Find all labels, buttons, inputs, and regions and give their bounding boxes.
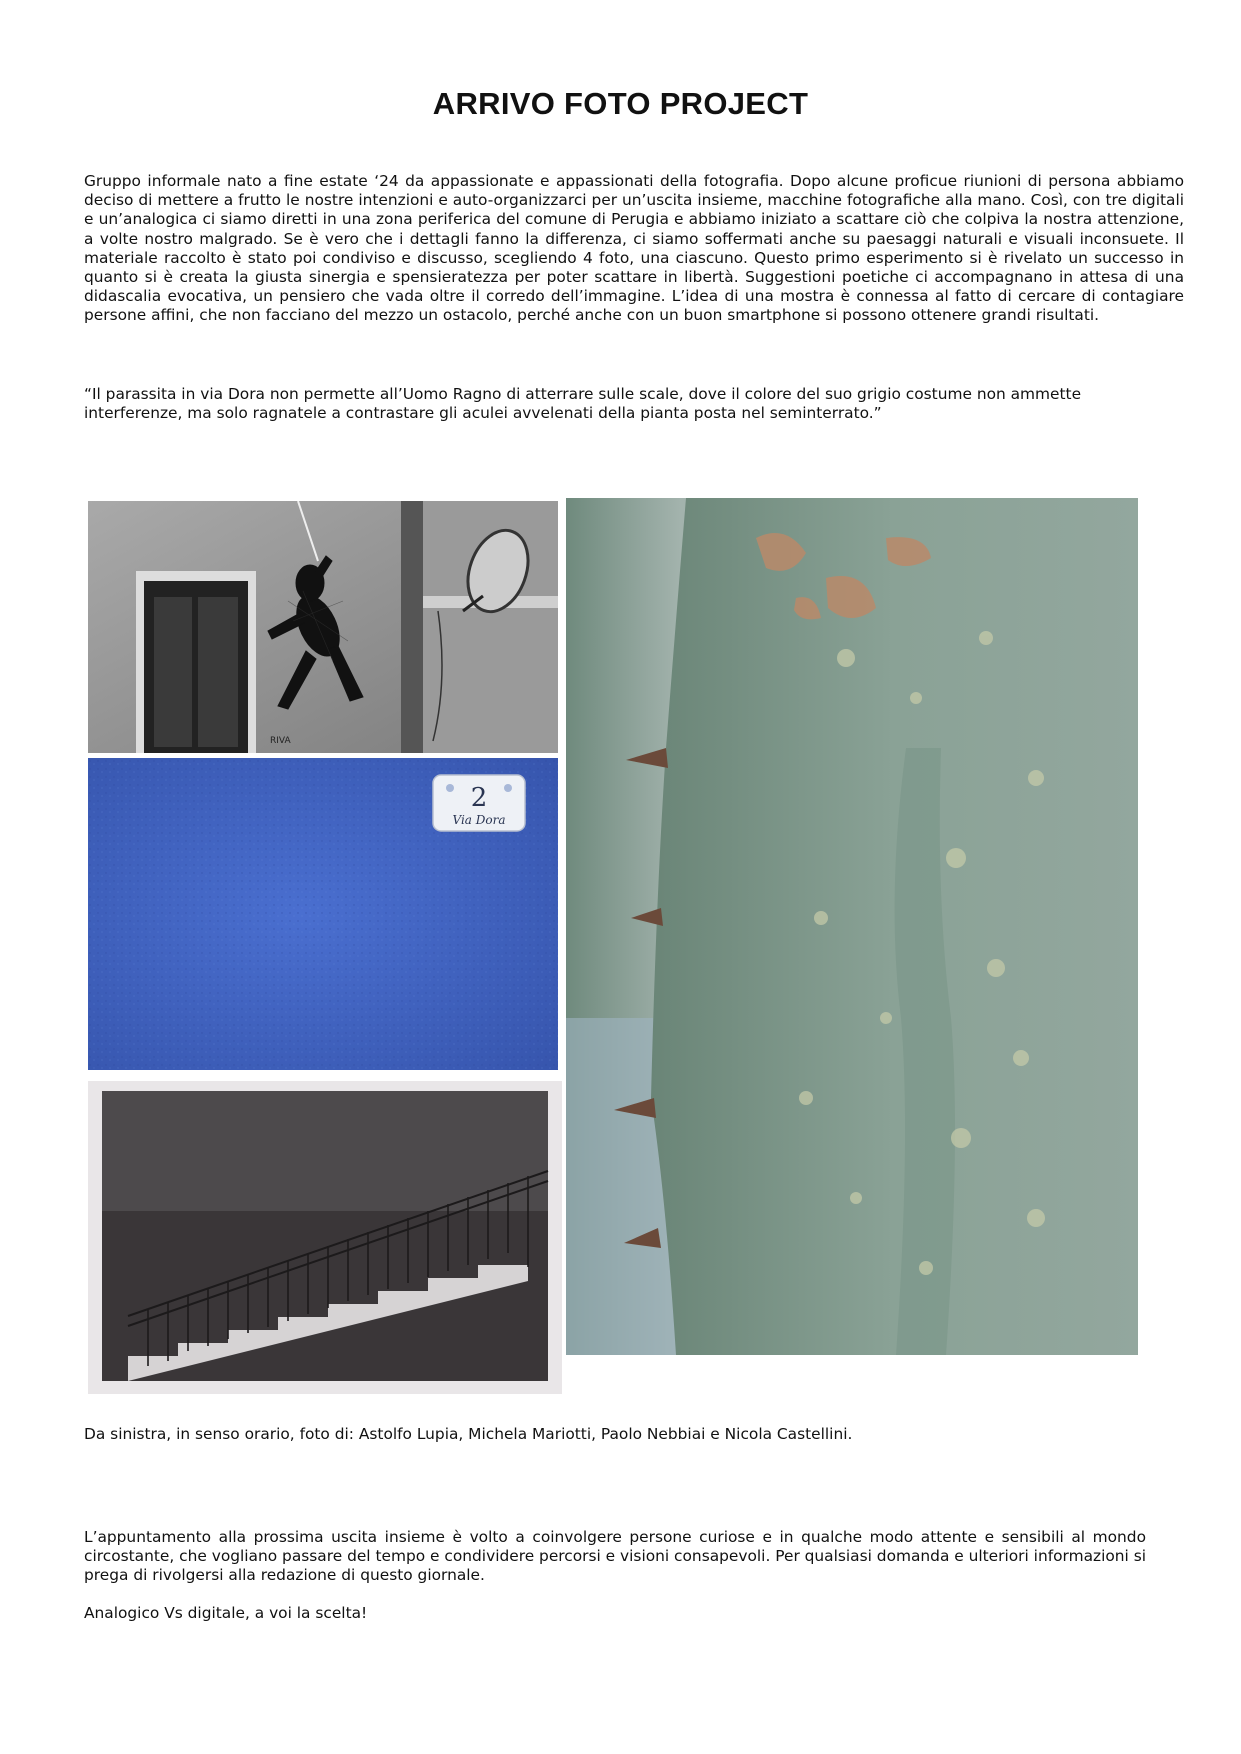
article-title: ARRIVO FOTO PROJECT	[432, 86, 809, 121]
agave-leaf-photo	[566, 498, 1138, 1355]
street-plaque	[433, 775, 525, 831]
plaque-number: 2	[470, 783, 488, 813]
photo-caption: Da sinistra, in senso orario, foto di: Astolfo Lupia, Michela Mariotti, Paolo Nebbiai e Nicola Castellini.	[84, 1425, 853, 1443]
staircase-photo	[88, 1081, 562, 1394]
plaque-street-name: Via Dora	[452, 813, 506, 827]
intro-paragraph: Gruppo informale nato a fine estate ‘24 da appassionate e appassionati della fotografia. Dopo alcune proficue riunioni di persona abbiamo deciso di mettere a frutto le nostre intenzioni e auto-organizzarci per un’uscita insieme, macchine fotografiche alla mano. Così, con tre digitali e un’analogica ci siamo diretti in una zona periferica del comune di Perugia e abbiamo iniziato a scattare ciò che colpiva la nostra attenzione, a volte nostro malgrado. Se è vero che i dettagli fanno la differenza, ci siamo soffermati anche su paesaggi naturali e visuali inconsuete. Il materiale raccolto è stato poi condiviso e discusso, scegliendo 4 foto, una ciascuno. Questo primo esperimento si è rivelato un successo in quanto si è creata la giusta sinergia e spensieratezza per poter scattare in libertà. Suggestioni poetiche ci accompagnano in attesa di una didascalia evocativa, un pensiero che vada oltre il corredo dell’immagine. L’idea di una mostra è connessa al fatto di cercare di contagiare persone affini, che non facciano del mezzo un ostacolo, perché anche con un buon smartphone si possono ottenere grandi risultati.	[84, 172, 1184, 325]
mural-signature: RIVA	[270, 736, 291, 746]
closing-line: Analogico Vs digitale, a voi la scelta!	[84, 1604, 368, 1622]
outro-paragraph: L’appuntamento alla prossima uscita insieme è volto a coinvolgere persone curiose e in qualche modo attente e sensibili al mondo circostante, che vogliano passare del tempo e condividere percorsi e visioni consapevoli. Per qualsiasi domanda e ulteriori informazioni si prega di rivolgersi alla redazione di questo giornale.	[84, 1528, 1147, 1585]
quote-paragraph: “Il parassita in via Dora non permette all’Uomo Ragno di atterrare sulle scale, dove il colore del suo grigio costume non ammette interferenze, ma solo ragnatele a contrastare gli aculei avvelenati della pianta posta nel seminterrato.”	[84, 385, 1082, 423]
spiderman-mural-photo	[88, 501, 558, 753]
blue-wall-photo	[88, 758, 558, 1070]
